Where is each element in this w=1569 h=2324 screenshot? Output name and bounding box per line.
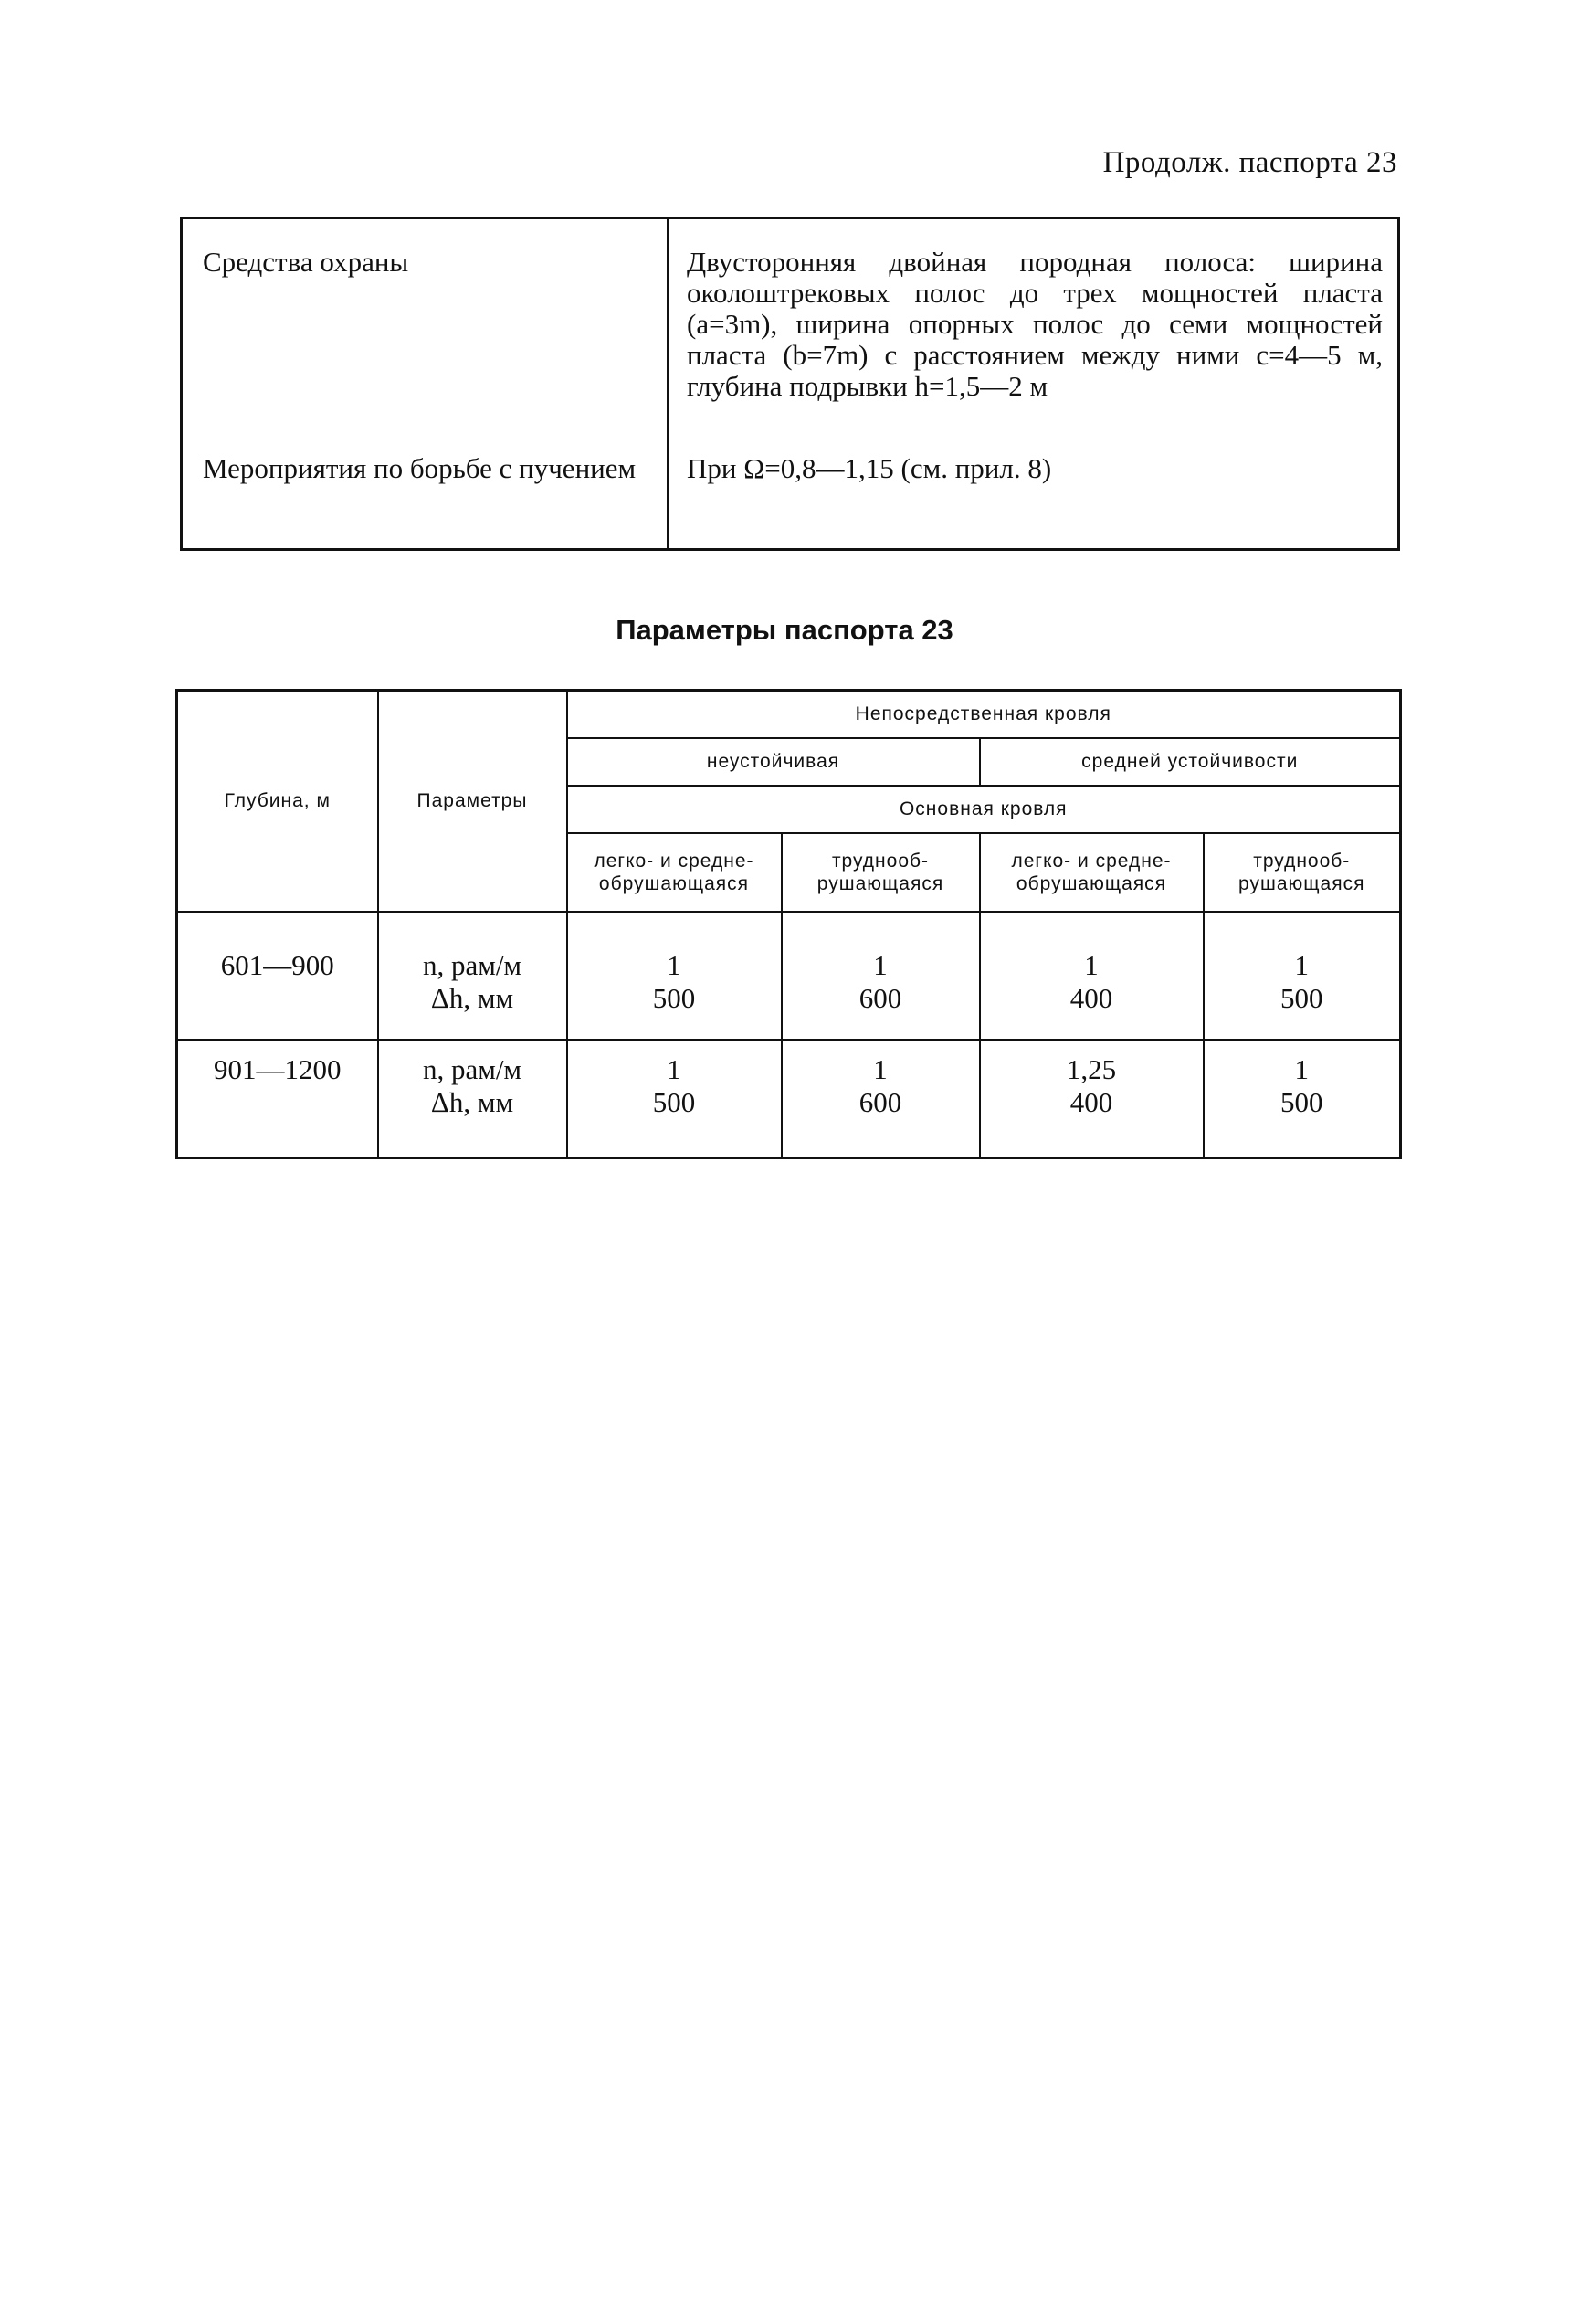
value-cell — [567, 1040, 782, 1158]
value-dh: 500 — [652, 981, 696, 1014]
value-cell — [980, 912, 1204, 1040]
value-dh: 500 — [652, 1085, 696, 1118]
value-dh: 600 — [858, 1085, 902, 1118]
params-table — [175, 689, 1402, 1159]
row-label-protection-means: Средства охраны — [203, 246, 409, 278]
value-cell — [782, 1040, 980, 1158]
value-n: 1,25 — [1066, 1052, 1117, 1085]
row-depth: 901—1200 — [177, 1040, 378, 1158]
header-params: Параметры — [378, 691, 567, 912]
header-sub-hard-2: труднооб-рушающаяся — [1204, 833, 1401, 912]
value-cell — [567, 912, 782, 1040]
header-depth: Глубина, м — [177, 691, 378, 912]
value-cell — [1204, 912, 1401, 1040]
value-dh: 400 — [1069, 1085, 1113, 1118]
row-value-heave-measures: При Ω=0,8—1,15 (см. прил. 8) — [687, 452, 1052, 484]
row-value-protection-means: Двусторонняя двойная породная полоса: ширина околоштрековых полос до трех мощностей пласта (a=3m), ширина опорных полос до семи мощностей пласта (b=7m) с расстоянием между ними c=4—5 м, глубина подрывки h=1,5—2 м — [687, 246, 1383, 402]
header-medium-stability: средней устойчивости — [980, 738, 1401, 786]
param-label-n: n, рам/м — [422, 948, 522, 981]
param-label-n: n, рам/м — [422, 1052, 522, 1085]
header-main-roof: Основная кровля — [567, 786, 1401, 833]
header-sub-easy-2: легко- и средне-обрушающаяся — [980, 833, 1204, 912]
continuation-header: Продолж. паспорта 23 — [1102, 146, 1397, 179]
value-n: 1 — [1294, 948, 1309, 981]
param-label-dh: Δh, мм — [430, 1085, 514, 1118]
value-cell — [782, 912, 980, 1040]
header-unstable: неустойчивая — [567, 738, 980, 786]
value-dh: 500 — [1280, 981, 1323, 1014]
row-param-labels — [378, 1040, 567, 1158]
params-table-title: Параметры паспорта 23 — [616, 614, 953, 646]
column-divider — [667, 219, 669, 548]
value-n: 1 — [873, 1052, 888, 1085]
value-cell — [980, 1040, 1204, 1158]
value-n: 1 — [873, 948, 888, 981]
value-dh: 400 — [1069, 981, 1113, 1014]
value-n: 1 — [1294, 1052, 1309, 1085]
row-label-heave-measures: Мероприятия по борьбе с пучением — [203, 452, 637, 484]
value-dh: 600 — [858, 981, 902, 1014]
value-n: 1 — [667, 948, 681, 981]
header-immediate-roof: Непосредственная кровля — [567, 691, 1401, 738]
param-label-dh: Δh, мм — [430, 981, 514, 1014]
protection-table — [180, 217, 1400, 551]
value-dh: 500 — [1280, 1085, 1323, 1118]
value-n: 1 — [1084, 948, 1099, 981]
row-param-labels — [378, 912, 567, 1040]
header-sub-easy-1: легко- и средне-обрушающаяся — [567, 833, 782, 912]
value-n: 1 — [667, 1052, 681, 1085]
value-cell — [1204, 1040, 1401, 1158]
header-sub-hard-1: труднооб-рушающаяся — [782, 833, 980, 912]
row-depth: 601—900 — [177, 912, 378, 1040]
